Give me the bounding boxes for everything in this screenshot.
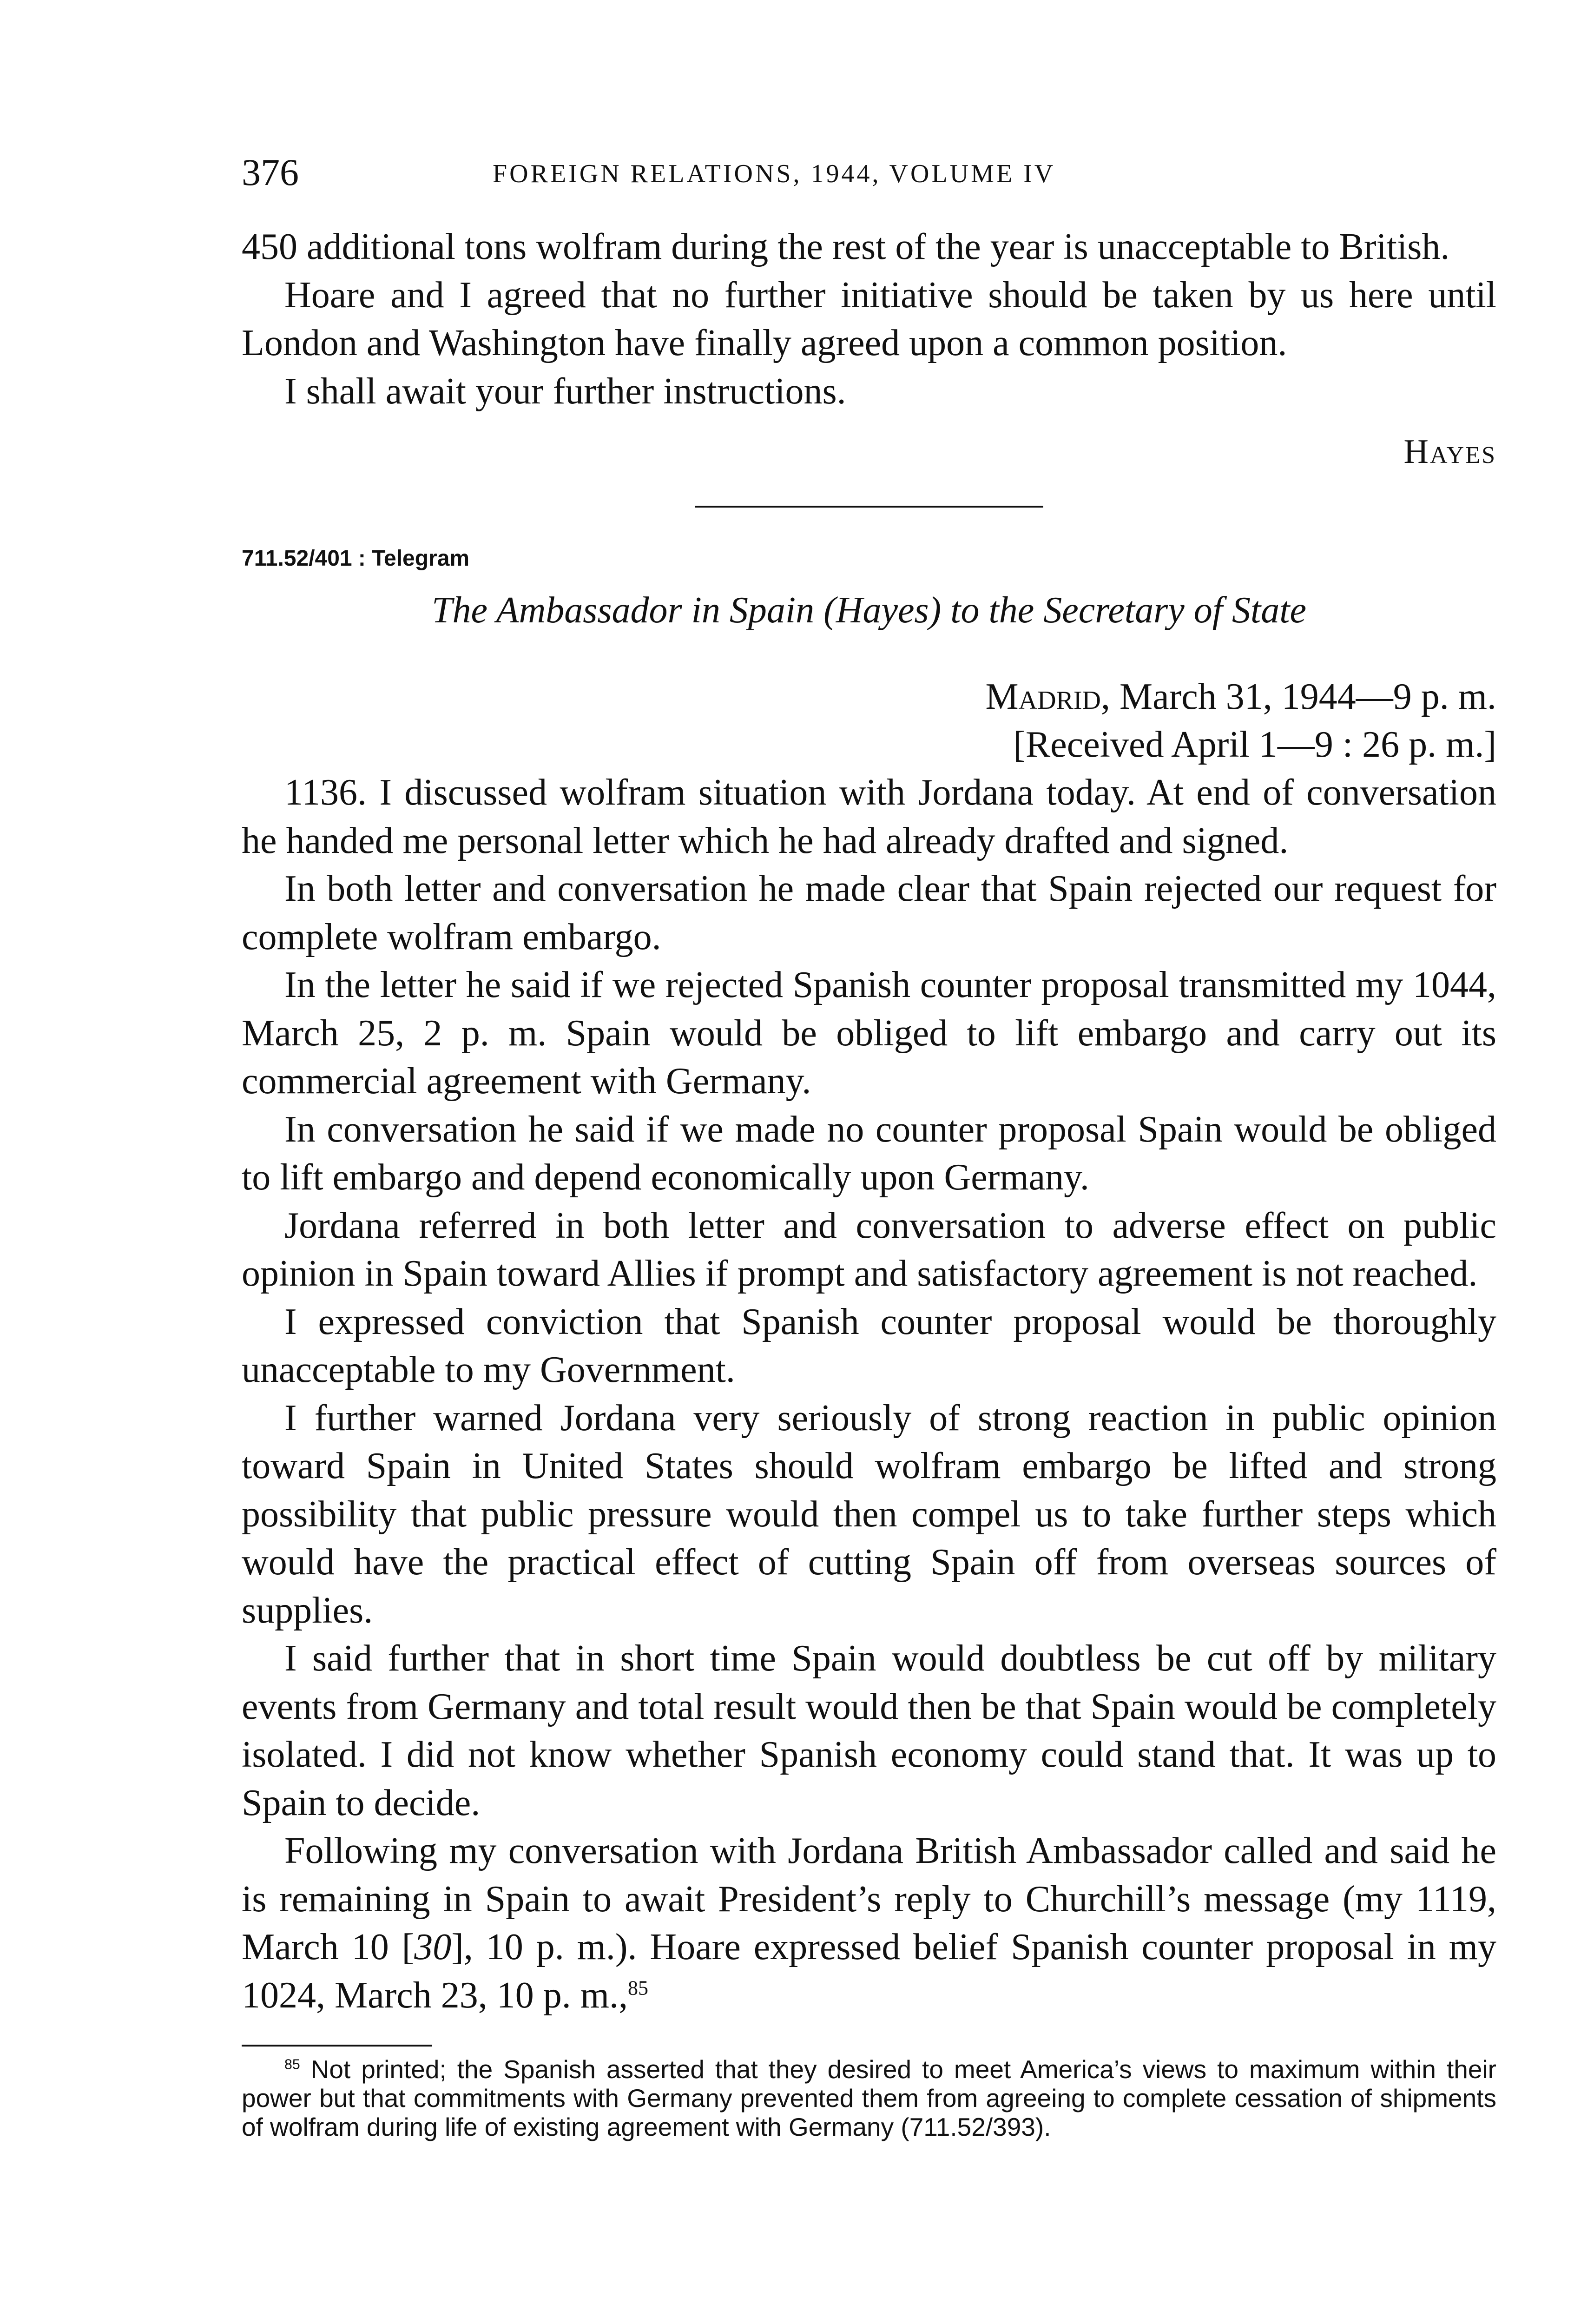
body-paragraph-8: I said further that in short time Spain would doubtless be cut off by military events from Germany and total result would then be that Spain would be completely isolated. I did not know whether Spanish economy could stand that. It was up to Spain to decide. xyxy=(242,1638,1496,1823)
telegram-body xyxy=(242,769,1496,2020)
body-paragraph-1: 1136. I discussed wolfram situation with Jordana today. At end of conversation he handed me personal letter which he had already drafted and signed. xyxy=(242,772,1496,861)
continued-telegram xyxy=(242,223,1496,475)
body-paragraph-6: I expressed conviction that Spanish counter proposal would be thoroughly unacceptable to my Government. xyxy=(242,1301,1496,1390)
continued-paragraph-3: I shall await your further instructions. xyxy=(284,370,846,412)
file-reference: 711.52/401 : Telegram xyxy=(242,546,470,571)
section-divider xyxy=(695,506,1043,508)
body-paragraph-2: In both letter and conversation he made clear that Spain rejected our request for complete wolfram embargo. xyxy=(242,868,1496,957)
page-number: 376 xyxy=(242,151,299,193)
body-paragraph-4: In conversation he said if we made no counter proposal Spain would be obliged to lift embargo and depend economically upon Germany. xyxy=(242,1109,1496,1198)
footnote-reference: 85 xyxy=(628,1976,649,1999)
document-title: The Ambassador in Spain (Hayes) to the Secretary of State xyxy=(432,590,1306,631)
footnote xyxy=(242,2055,1496,2141)
body-paragraph-3: In the letter he said if we rejected Spanish counter proposal transmitted my 1044, March 25, 2 p. m. Spain would be obliged to lift embargo and carry out its commercial agreement with Germany. xyxy=(242,964,1496,1102)
received-line: [Received April 1—9 : 26 p. m.] xyxy=(1013,724,1496,765)
editorial-correction: 30 xyxy=(414,1927,452,1967)
document-page xyxy=(242,153,1496,2141)
signature: Hayes xyxy=(1403,433,1496,471)
footnote-divider xyxy=(242,2045,432,2047)
body-paragraph-7: I further warned Jordana very seriously of strong reaction in public opinion toward Spain in United States should wolfram embargo be lifted and strong possibility that public pressure would then compel us to take further steps which would have the practical effect of cutting Spain off from overseas sources of supplies. xyxy=(242,1397,1496,1631)
continued-paragraph-1: 450 additional tons wolfram during the rest of the year is unacceptable to British. xyxy=(242,226,1450,267)
footnote-text: Not printed; the Spanish asserted that they desired to meet America’s views to maximum within their power but that commitments with Germany prevented them from agreeing to complete cessation of shipments of wolfram during life of existing agreement with Germany (711.52/393). xyxy=(242,2055,1497,2141)
body-paragraph-9 xyxy=(242,1827,1496,2020)
footnote-marker: 85 xyxy=(284,2057,300,2073)
body-paragraph-5: Jordana referred in both letter and conversation to adverse effect on public opinion in Spain toward Allies if prompt and satisfactory agreement is not reached. xyxy=(242,1205,1496,1294)
running-title: FOREIGN RELATIONS, 1944, VOLUME IV xyxy=(493,159,1056,188)
continued-paragraph-2: Hoare and I agreed that no further initiative should be taken by us here until London and Washington have finally agreed upon a common position. xyxy=(242,274,1496,363)
dateline-date: March 31, 1944—9 p. m. xyxy=(1119,676,1496,717)
running-head xyxy=(242,153,1496,209)
last-paragraph-end: ], 10 p. m.). Hoare expressed belief Spanish counter proposal in my 1024, March 23, 10 p. m., xyxy=(242,1927,1496,2016)
dateline xyxy=(242,673,1496,721)
telegram-document xyxy=(242,540,1496,2020)
dateline-place: Madrid, xyxy=(985,676,1110,717)
last-paragraph-start: Following my conversation with Jordana British Ambassador called and said he is remaining in Spain to await President’s reply to Churchill’s message (my 1119, March 10 [ xyxy=(242,1830,1496,1967)
